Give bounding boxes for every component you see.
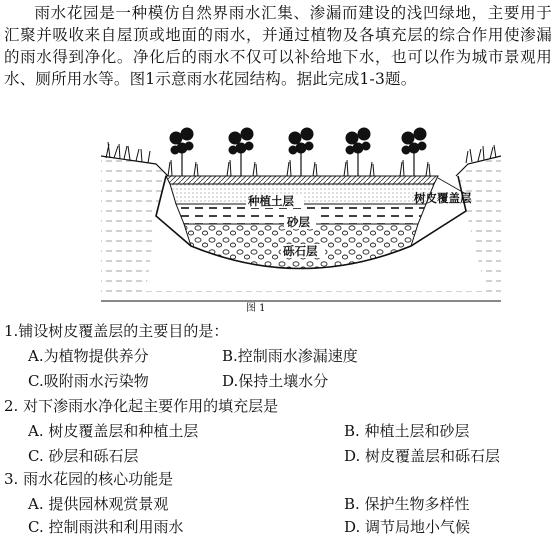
- label-sand: 砂层: [287, 215, 310, 229]
- q3-option-d: D. 调节局地小气候: [344, 518, 471, 536]
- intro-paragraph: [4, 2, 552, 90]
- intro-text: 雨水花园是一种模仿自然界雨水汇集、渗漏而建设的浅凹绿地，主要用于汇聚并吸收来自屋顶或地面的雨水，并通过植物及各填充层的综合作用使渗漏的雨水得到净化。净化后的雨水不仅可以补给地下水，也可以作为城市景观用水、厕所用水等。图1示意雨水花园结构。据此完成1-3题。: [4, 4, 552, 88]
- figure-caption: 图 1: [246, 303, 266, 314]
- question-3-stem: 3. 雨水花园的核心功能是: [4, 470, 174, 488]
- q2-option-a: A. 树皮覆盖层和种植土层: [28, 422, 199, 440]
- question-2-stem: 2. 对下渗雨水净化起主要作用的填充层是: [4, 397, 279, 415]
- q1-option-c: C.吸附雨水污染物: [28, 372, 149, 390]
- q2-option-d: D. 树皮覆盖层和砾石层: [344, 447, 501, 465]
- question-1-stem: 1.铺设树皮覆盖层的主要目的是：: [4, 322, 229, 340]
- label-gravel: 砾石层: [283, 244, 318, 258]
- q3-option-a: A. 提供园林观赏景观: [28, 495, 169, 513]
- q1-option-d: D.保持土壤水分: [222, 372, 329, 390]
- q3-option-c: C. 控制雨洪和利用雨水: [28, 518, 184, 536]
- q1-option-b: B.控制雨水渗漏速度: [222, 347, 358, 365]
- rain-garden-figure: [96, 116, 506, 316]
- label-bark: 树皮覆盖层: [414, 191, 472, 205]
- q1-option-a: A.为植物提供养分: [28, 347, 149, 365]
- q2-option-c: C. 砂层和砾石层: [28, 447, 139, 465]
- bark-layer: [166, 176, 438, 184]
- label-soil: 种植土层: [248, 194, 294, 208]
- q3-option-b: B. 保护生物多样性: [344, 495, 470, 513]
- q2-option-b: B. 种植土层和砂层: [344, 422, 470, 440]
- plants: [168, 128, 430, 176]
